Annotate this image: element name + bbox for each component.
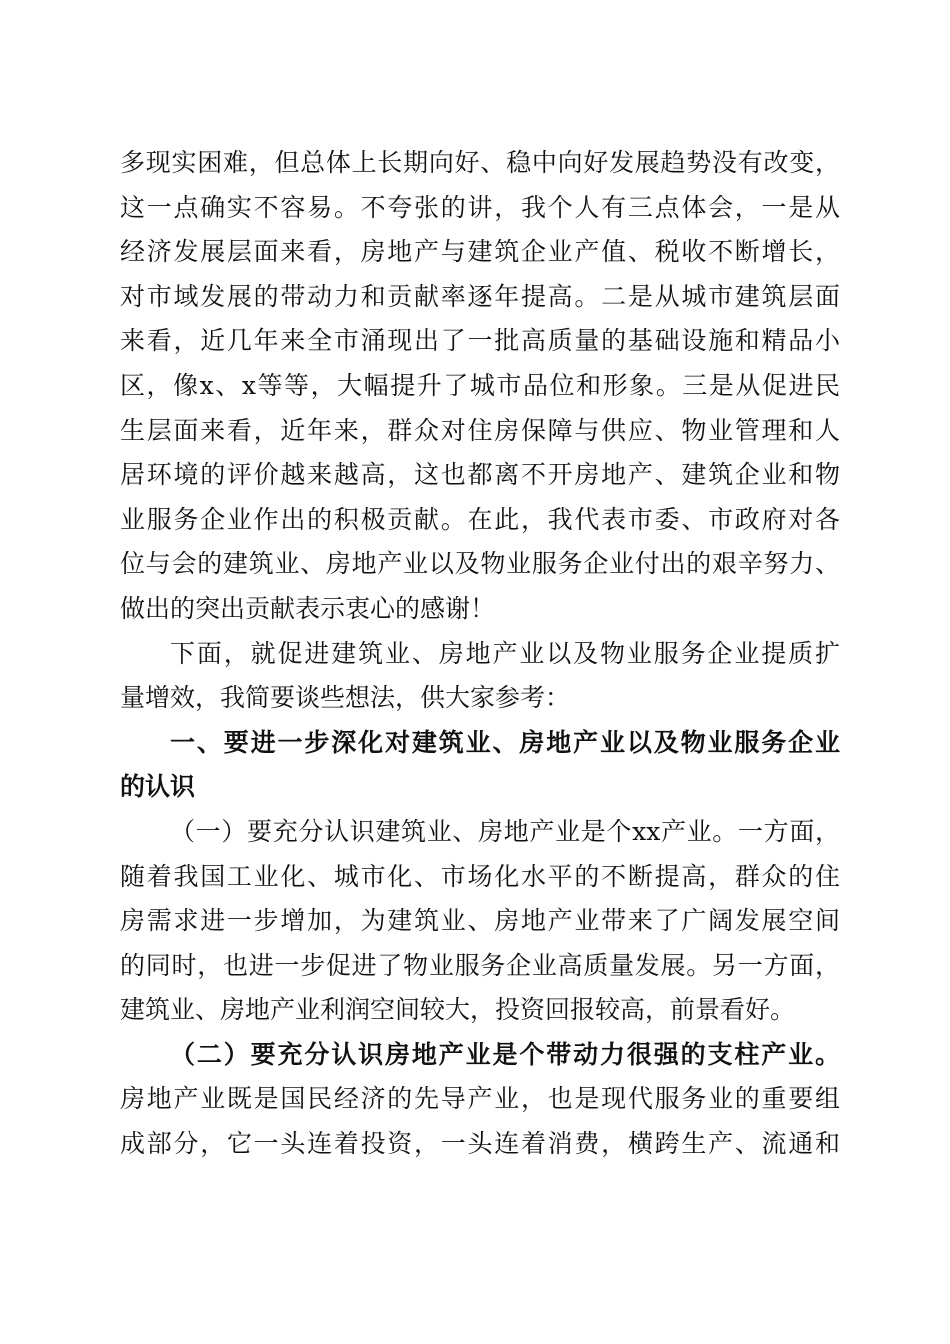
text-line: 生层面来看，近年来，群众对住房保障与供应、物业管理和人	[120, 415, 840, 445]
text-line: 房地产业既是国民经济的先导产业，也是现代服务业的重要组	[120, 1084, 840, 1114]
paragraph-subsection-2	[120, 1033, 840, 1167]
document-body	[120, 141, 840, 1167]
text-line: 区，像x、x等等，大幅提升了城市品位和形象。三是从促进民	[120, 370, 840, 400]
text-line: 来看，近几年来全市涌现出了一批高质量的基础设施和精品小	[120, 326, 840, 356]
text-line: 对市域发展的带动力和贡献率逐年提高。二是从城市建筑层面	[120, 281, 840, 311]
text-line: 量增效，我简要谈些想法，供大家参考：	[120, 683, 571, 713]
text-line: 多现实困难，但总体上长期向好、稳中向好发展趋势没有改变，	[120, 148, 840, 177]
text-line: 业服务企业作出的积极贡献。在此，我代表市委、市政府对各	[120, 504, 840, 534]
text-line: 建筑业、房地产业利润空间较大，投资回报较高，前景看好。	[120, 995, 796, 1025]
subheading-line: （二）要充分认识房地产业是个带动力很强的支柱产业。	[170, 1039, 840, 1069]
paragraph-intro	[120, 632, 840, 721]
text-line: 的同时，也进一步促进了物业服务企业高质量发展。另一方面，	[120, 950, 840, 980]
text-line: （一）要充分认识建筑业、房地产业是个xx产业。一方面，	[170, 816, 840, 846]
text-line: 居环境的评价越来越高，这也都离不开房地产、建筑企业和物	[120, 460, 840, 490]
text-line: 这一点确实不容易。不夸张的讲，我个人有三点体会，一是从	[120, 192, 840, 222]
paragraph-subsection-1	[120, 810, 840, 1033]
section-heading	[120, 721, 840, 810]
heading-line: 一、要进一步深化对建筑业、房地产业以及物业服务企业	[170, 727, 840, 757]
text-line: 位与会的建筑业、房地产业以及物业服务企业付出的艰辛努力、	[120, 549, 840, 579]
text-line: 房需求进一步增加，为建筑业、房地产业带来了广阔发展空间	[120, 906, 840, 936]
heading-line: 的认识	[120, 772, 196, 802]
text-line: 做出的突出贡献表示衷心的感谢！	[120, 593, 496, 623]
text-line: 经济发展层面来看，房地产与建筑企业产值、税收不断增长，	[120, 237, 840, 267]
text-line: 随着我国工业化、城市化、市场化水平的不断提高，群众的住	[120, 861, 840, 891]
paragraph-continued	[120, 141, 840, 632]
text-line: 成部分，它一头连着投资，一头连着消费，横跨生产、流通和	[120, 1129, 840, 1159]
text-line: 下面，就促进建筑业、房地产业以及物业服务企业提质扩	[170, 638, 840, 668]
